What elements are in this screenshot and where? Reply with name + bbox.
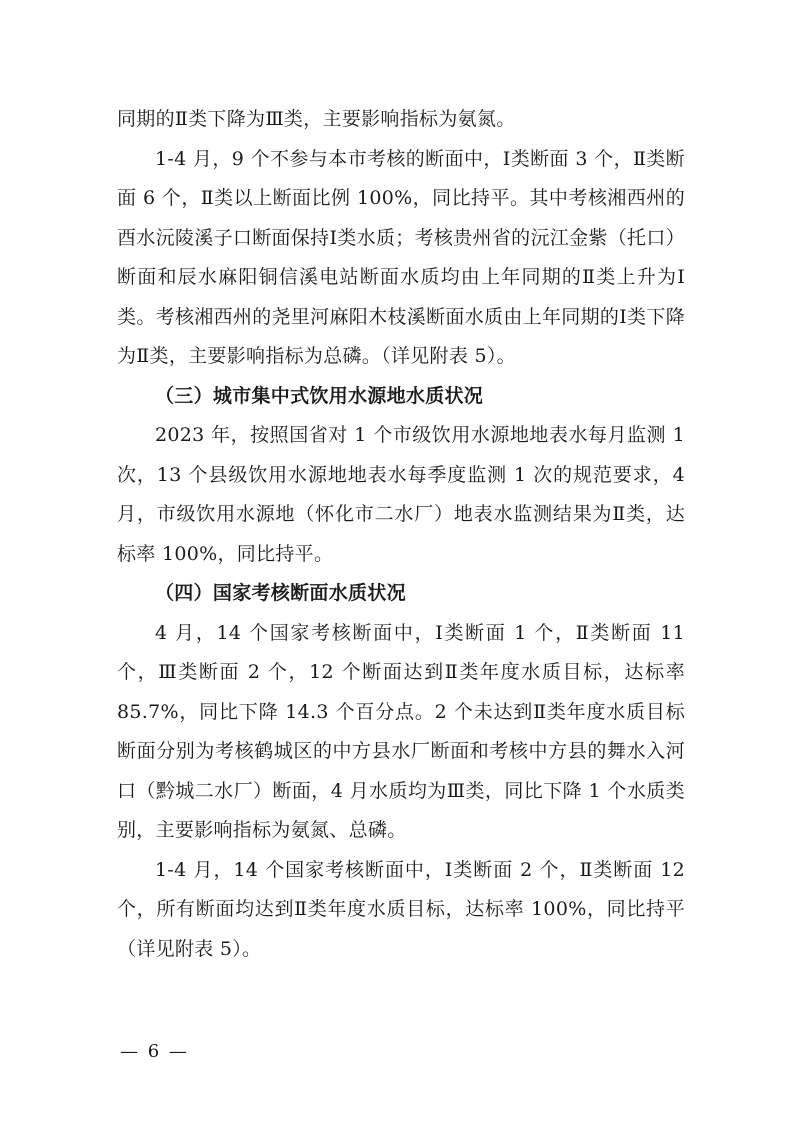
paragraph-non-assessed-sections: 1-4 月，9 个不参与本市考核的断面中，Ⅰ类断面 3 个，Ⅱ类断面 6 个，Ⅱ类以上断面比例 100%，同比持平。其中考核湘西州的酉水沅陵溪子口断面保持Ⅰ类水质；考核贵州省的沅江金紫（托口）断面和辰水麻阳铜信溪电站断面水质均由上年同期的Ⅱ类上升为Ⅰ类。考核湘西州的尧里河麻阳木枝溪断面水质由上年同期的Ⅰ类下降为Ⅱ类，主要影响指标为总磷。（详见附表 5）。	[117, 147, 685, 367]
page-number: — 6 —	[120, 1041, 189, 1062]
paragraph-drinking-water-sources: 2023 年，按照国省对 1 个市级饮用水源地地表水每月监测 1 次，13 个县级饮用水源地地表水每季度监测 1 次的规范要求，4 月，市级饮用水源地（怀化市二水厂）地表水监测结果为Ⅱ类，达标率 100%，同比持平。	[117, 424, 685, 565]
paragraph-jan-apr-national-sections: 1-4 月，14 个国家考核断面中，Ⅰ类断面 2 个，Ⅱ类断面 12 个，所有断面均达到Ⅱ类年度水质目标，达标率 100%，同比持平（详见附表 5）。	[117, 858, 685, 960]
paragraph-continuation: 同期的Ⅱ类下降为Ⅲ类，主要影响指标为氨氮。	[117, 108, 516, 130]
section-heading-drinking-water-sources: （三）城市集中式饮用水源地水质状况	[155, 384, 484, 407]
document-body	[117, 100, 685, 969]
paragraph-april-national-sections: 4 月，14 个国家考核断面中，Ⅰ类断面 1 个，Ⅱ类断面 11 个，Ⅲ类断面 2 个，12 个断面达到Ⅱ类年度水质目标，达标率 85.7%，同比下降 14.3 个百分点。2 个未达到Ⅱ类年度水质目标断面分别为考核鹤城区的中方县水厂断面和考核中方县的舞水入河口（黔城二水厂）断面，4 月水质均为Ⅲ类，同比下降 1 个水质类别，主要影响指标为氨氮、总磷。	[117, 621, 685, 841]
section-heading-national-assessment-sections: （四）国家考核断面水质状况	[155, 582, 406, 604]
